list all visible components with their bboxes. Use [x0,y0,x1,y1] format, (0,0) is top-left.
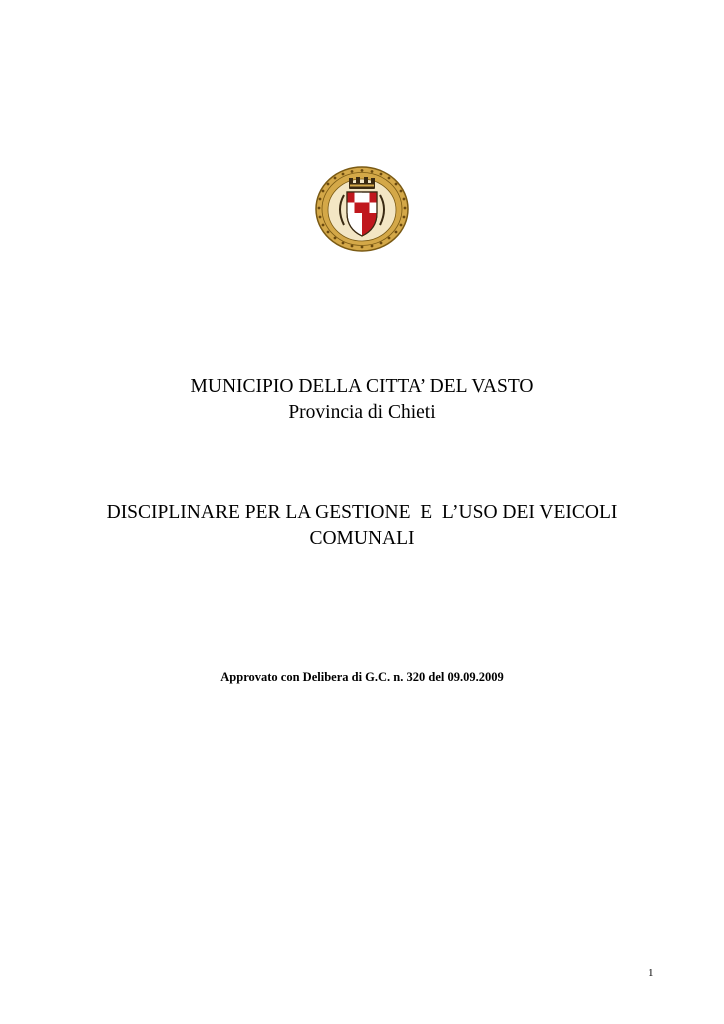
municipality-name: MUNICIPIO DELLA CITTA’ DEL VASTO [190,376,534,397]
city-seal-icon [314,165,410,253]
municipality-header [0,374,724,426]
document-title [0,500,724,552]
province-name: Provincia di Chieti [288,402,436,423]
page-number: 1 [648,967,654,979]
document-title-line-1: DISCIPLINARE PER LA GESTIONE E L’USO DEI VEICOLI [106,502,618,523]
document-title-line-2: COMUNALI [309,528,415,549]
approval-note: Approvato con Delibera di G.C. n. 320 del 09.09.2009 [220,670,504,684]
